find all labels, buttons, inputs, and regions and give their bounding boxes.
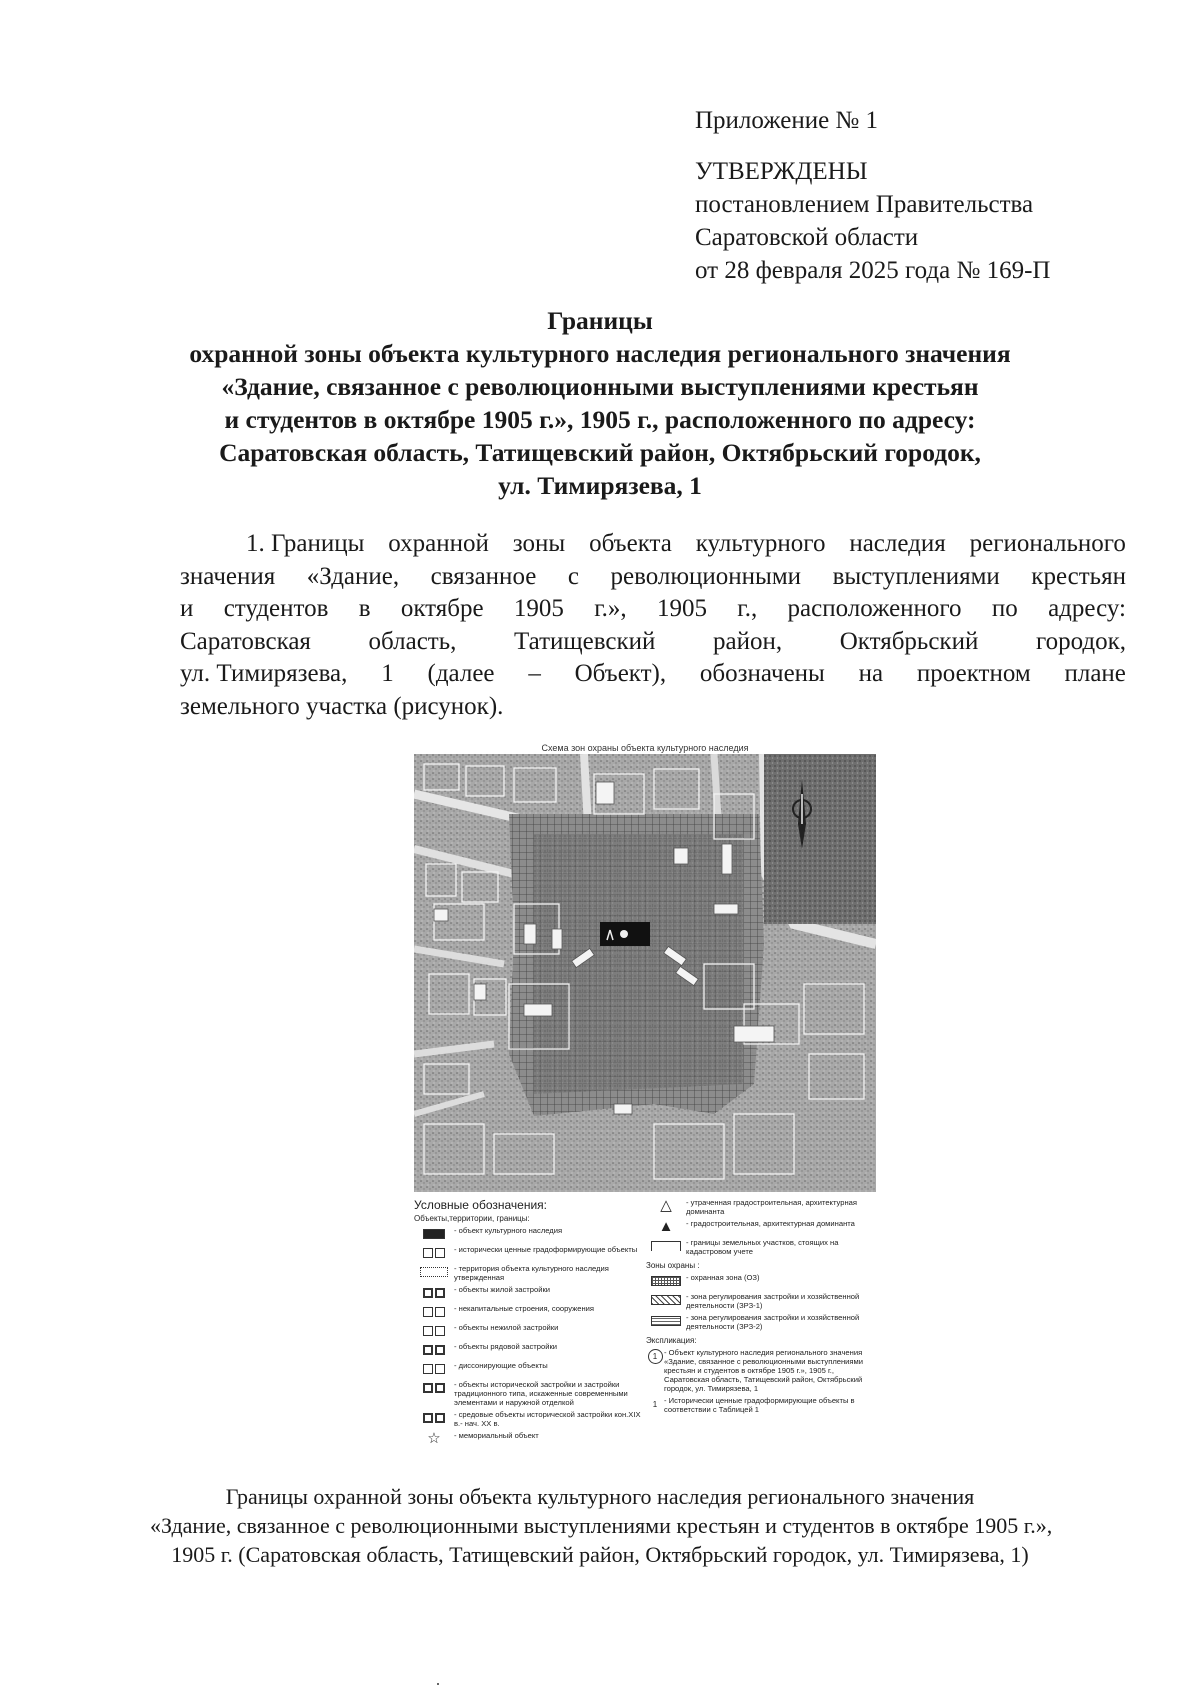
legend-heading: Условные обозначения: [414, 1198, 547, 1212]
explication-item: 1 - Исторически ценные градоформирующие объекты в соответствии с Таблицей 1 [652, 1396, 855, 1414]
legend-item: - объекты жилой застройки [414, 1285, 646, 1301]
paragraph-word: наследия [849, 530, 946, 557]
legend-left-column [414, 1198, 646, 1450]
title-line: ул. Тимирязева, 1 [498, 471, 702, 500]
caption-line: 1905 г. (Саратовская область, Татищевский район, Октябрьский городок, ул. Тимирязева, 1) [171, 1542, 1029, 1567]
map-image [414, 754, 876, 1192]
paragraph-line [180, 626, 1126, 659]
paragraph-word: г.», [594, 595, 627, 622]
paragraph-line [180, 593, 1126, 626]
paragraph-word: – [528, 660, 541, 687]
title-line: Границы [547, 306, 653, 335]
paragraph-word: Октябрьский [839, 627, 979, 655]
paragraph-word: в [358, 595, 371, 622]
paragraph-word: по [991, 595, 1018, 622]
legend-item: ▲ - градостроительная, архитектурная доминанта [658, 1218, 855, 1235]
dominant-icon: ▲ [658, 1218, 674, 1235]
paragraph-word: ул. Тимирязева, [180, 660, 348, 687]
paragraph-word: адресу: [1048, 595, 1126, 622]
legend-subheading: Объекты,территории, границы: [414, 1214, 530, 1223]
legend-item: - средовые объекты исторической застройки кон.XIX в.- нач. XX в. [414, 1410, 646, 1428]
paragraph-word: и [180, 595, 194, 622]
legend-item: - объекты рядовой застройки [414, 1342, 646, 1358]
paragraph-word: регионального [969, 530, 1126, 557]
paragraph-word: Саратовская [180, 627, 311, 655]
paragraph-word: г., [737, 595, 758, 622]
paragraph-word: 1905 [513, 595, 564, 622]
title-line: и студентов в октябре 1905 г.», 1905 г., расположенного по адресу: [224, 405, 976, 434]
paragraph-word: земельного участка (рисунок). [180, 692, 504, 720]
paragraph-word: значения [180, 562, 276, 590]
paragraph-word: Татищевский [514, 627, 656, 655]
heritage-object-symbol [423, 1229, 445, 1239]
scan-speck [437, 1683, 439, 1685]
explication-item: 1 - Объект культурного наследия регионального значения «Здание, связанное с революционными выступлениями крестьян и студентов в октябре 1905 г.», 1905 г., Саратовская область, Татищевский район, Октябрьский городок, ул. Тимирязева, 1 [646, 1348, 876, 1393]
paragraph-word: район, [713, 627, 783, 655]
legend-item: - территория объекта культурного наследия утвержденная [414, 1264, 646, 1282]
paragraph-word: объекта [589, 530, 672, 557]
map-legend [414, 1198, 876, 1488]
paragraph-line [180, 528, 1126, 561]
paragraph-word: зоны [512, 530, 566, 557]
paragraph-word: охранной [388, 530, 489, 557]
legend-item: - объект культурного наследия [414, 1226, 646, 1242]
paragraph-word: связанное [430, 562, 537, 590]
zrz2-symbol [651, 1316, 681, 1326]
paragraph-word: городок, [1035, 627, 1126, 655]
explication-heading: Экспликация: [646, 1336, 697, 1345]
paragraph-word: культурного [695, 530, 826, 557]
approval-line-1: постановлением Правительства [695, 191, 1034, 218]
paragraph-word: на [858, 660, 884, 687]
zones-heading: Зоны охраны : [646, 1261, 700, 1270]
lost-dominant-icon: △ [660, 1197, 672, 1214]
zrz1-symbol [651, 1295, 681, 1305]
document-title [150, 304, 1050, 502]
paragraph-word: с [567, 562, 579, 590]
paragraph-line [180, 561, 1126, 594]
approval-line-2: Саратовской области [695, 224, 919, 251]
paragraph-word: 1 [381, 660, 394, 687]
paragraph-word: октябре [400, 595, 484, 622]
explication-number: 1 [648, 1349, 663, 1364]
paragraph-word: революционными [610, 562, 802, 590]
paragraph-word: область, [368, 627, 457, 655]
figure-caption [150, 1482, 1053, 1569]
caption-line: Границы охранной зоны объекта культурного наследия регионального значения [225, 1484, 975, 1509]
legend-right-column [646, 1198, 876, 1417]
appendix-label: Приложение № 1 [695, 107, 879, 134]
map-figure [414, 742, 876, 1488]
title-line: «Здание, связанное с революционными выступлениями крестьян [221, 372, 979, 401]
paragraph-word: 1. Границы [246, 530, 365, 557]
scheme-title: Схема зон охраны объекта культурного наследия [541, 743, 749, 753]
legend-item: △ - утраченная градостроительная, архитектурная доминанта [660, 1197, 857, 1216]
protection-zone-symbol [651, 1276, 681, 1286]
paragraph-word: плане [1064, 660, 1126, 687]
paragraph-word: расположенного [787, 595, 962, 622]
legend-item: - охранная зона (ОЗ) [646, 1273, 876, 1289]
paragraph-word: обозначены [699, 660, 825, 687]
approved-label: УТВЕРЖДЕНЫ [695, 158, 868, 185]
approval-line-3: от 28 февраля 2025 года № 169-П [695, 257, 1051, 284]
paragraph-word: студентов [223, 595, 329, 622]
caption-line: «Здание, связанное с революционными выступлениями крестьян и студентов в октябре 1905 г.», [150, 1513, 1053, 1538]
legend-item: - некапитальные строения, сооружения [414, 1304, 646, 1320]
title-line: Саратовская область, Татищевский район, Октябрьский городок, [219, 438, 981, 467]
title-line: охранной зоны объекта культурного наследия регионального значения [189, 339, 1011, 368]
legend-item: - исторически ценные градоформирующие объекты [414, 1245, 646, 1261]
legend-item: ☆ - мемориальный объект [427, 1430, 539, 1447]
paragraph-word: проектном [916, 660, 1031, 687]
paragraph-word: выступлениями [832, 562, 1000, 590]
legend-item: - объекты исторической застройки и застройки традиционного типа, искаженные современными элементами и наружной отделкой [414, 1380, 646, 1407]
body-paragraph [180, 528, 1126, 723]
paragraph-line [180, 658, 1126, 691]
legend-item: - объекты нежилой застройки [414, 1323, 646, 1339]
legend-item: - границы земельных участков, стоящих на кадастровом учете [646, 1238, 876, 1256]
paragraph-word: Объект), [574, 660, 667, 687]
approval-block [695, 104, 1115, 287]
paragraph-word: крестьян [1031, 562, 1126, 590]
paragraph-line [180, 691, 1126, 724]
protection-zone-map [414, 754, 876, 1192]
legend-item: - зона регулирования застройки и хозяйственной деятельности (ЗРЗ-1) [646, 1292, 876, 1310]
legend-item: - зона регулирования застройки и хозяйственной деятельности (ЗРЗ-2) [646, 1313, 876, 1331]
paragraph-word: 1905 [656, 595, 707, 622]
star-icon: ☆ [427, 1430, 441, 1447]
paragraph-word: (далее [427, 660, 495, 687]
legend-item: - диссонирующие объекты [414, 1361, 646, 1377]
paragraph-word: «Здание, [306, 562, 400, 590]
